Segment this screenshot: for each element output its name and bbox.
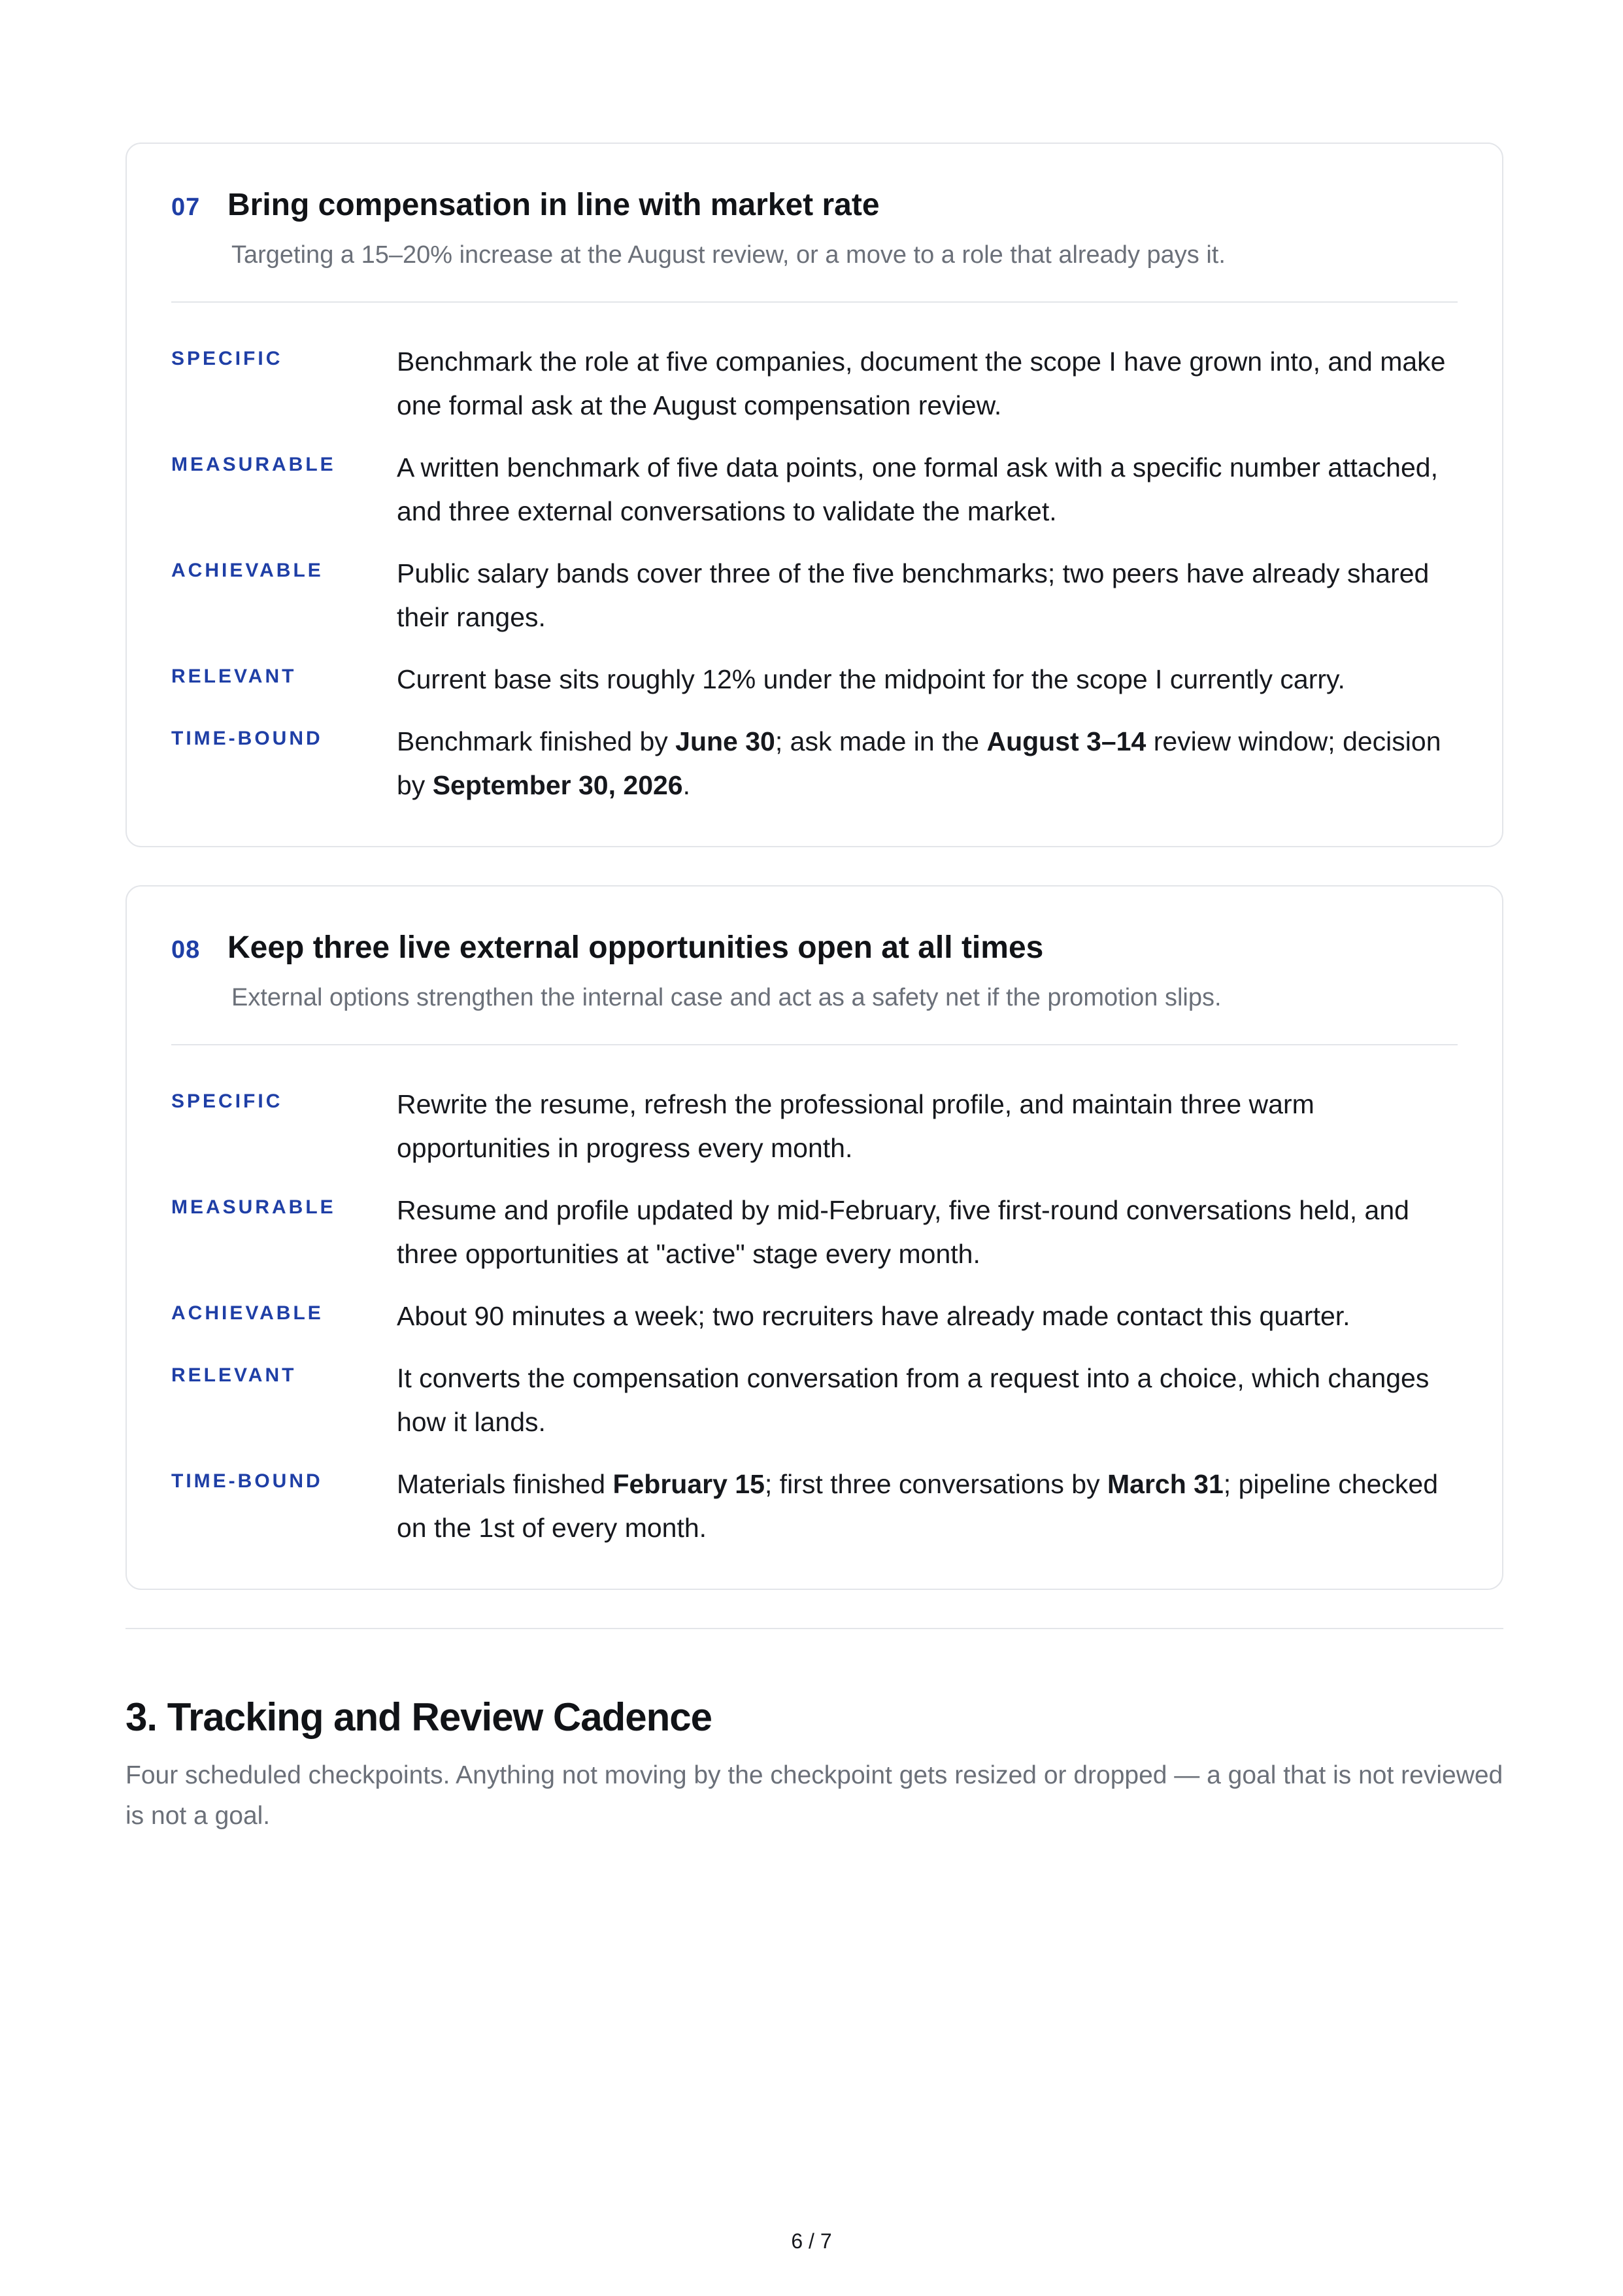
text-run: It converts the compensation conversation from a request into a choice, which changes how it lands. <box>397 1363 1430 1437</box>
emphasized-date: June 30 <box>675 726 775 756</box>
text-run: Materials finished <box>397 1469 613 1499</box>
criteria-text <box>397 1294 1458 1338</box>
criteria-label: TIME-BOUND <box>171 728 323 749</box>
goal-number: 07 <box>171 194 201 221</box>
text-run: A written benchmark of five data points, one formal ask with a specific number attached, and three external conversations to validate the market. <box>397 452 1438 526</box>
criteria-label: RELEVANT <box>171 1364 297 1386</box>
criteria-row-measurable <box>171 446 1458 533</box>
criteria-row-time-bound <box>171 1462 1458 1550</box>
section-divider <box>125 1628 1503 1629</box>
criteria-row-relevant <box>171 1357 1458 1444</box>
criteria-label: SPECIFIC <box>171 1090 283 1112</box>
text-run: Current base sits roughly 12% under the midpoint for the scope I currently carry. <box>397 664 1345 694</box>
criteria-label: ACHIEVABLE <box>171 560 324 581</box>
criteria-text <box>397 552 1458 639</box>
text-run: ; pipeline checked on the 1st of every month. <box>397 1469 1439 1543</box>
goal-card <box>125 143 1503 847</box>
criteria-text <box>397 340 1458 428</box>
criteria-label: MEASURABLE <box>171 454 336 475</box>
criteria-text <box>397 1357 1458 1444</box>
criteria-label: SPECIFIC <box>171 348 283 369</box>
goal-title: Bring compensation in line with market rate <box>227 188 880 222</box>
criteria-text <box>397 1189 1458 1276</box>
text-run: ; first three conversations by <box>764 1469 1108 1499</box>
criteria-row-measurable <box>171 1189 1458 1276</box>
criteria-label: TIME-BOUND <box>171 1470 323 1492</box>
emphasized-date: March 31 <box>1107 1469 1224 1499</box>
goal-card <box>125 885 1503 1590</box>
goal-subtitle: External options strengthen the internal case and act as a safety net if the promotion slips. <box>231 984 1222 1011</box>
smart-criteria-list <box>171 1083 1458 1568</box>
criteria-row-relevant <box>171 658 1458 701</box>
smart-criteria-list <box>171 340 1458 826</box>
criteria-row-time-bound <box>171 720 1458 807</box>
text-run: ; ask made in the <box>775 726 987 756</box>
criteria-text <box>397 720 1458 807</box>
text-run: Rewrite the resume, refresh the professional profile, and maintain three warm opportunities in progress every month. <box>397 1089 1314 1163</box>
text-run: Benchmark finished by <box>397 726 676 756</box>
text-run: . <box>682 770 691 800</box>
criteria-label: RELEVANT <box>171 666 297 687</box>
emphasized-date: August 3–14 <box>986 726 1146 756</box>
criteria-text <box>397 446 1458 533</box>
section-heading: 3. Tracking and Review Cadence <box>125 1695 712 1739</box>
emphasized-date: September 30, 2026 <box>432 770 683 800</box>
criteria-row-achievable <box>171 552 1458 639</box>
text-run: Resume and profile updated by mid-February, five first-round conversations held, and three opportunities at "active" stage every month. <box>397 1195 1409 1269</box>
section-description: Four scheduled checkpoints. Anything not moving by the checkpoint gets resized or dropped — a goal that is not reviewed is not a goal. <box>125 1761 1503 1830</box>
criteria-row-specific <box>171 340 1458 428</box>
text-run: Benchmark the role at five companies, document the scope I have grown into, and make one formal ask at the August compensation review. <box>397 346 1446 420</box>
text-run: review window; decision by <box>397 726 1441 800</box>
goal-title: Keep three live external opportunities open at all times <box>227 930 1044 965</box>
page-indicator: 6 / 7 <box>791 2229 832 2253</box>
criteria-label: ACHIEVABLE <box>171 1302 324 1324</box>
criteria-text <box>397 658 1458 701</box>
criteria-row-specific <box>171 1083 1458 1170</box>
text-run: Public salary bands cover three of the five benchmarks; two peers have already shared their ranges. <box>397 558 1430 632</box>
criteria-text <box>397 1083 1458 1170</box>
goal-divider <box>171 1044 1458 1045</box>
goal-subtitle: Targeting a 15–20% increase at the August review, or a move to a role that already pays it. <box>231 241 1226 269</box>
emphasized-date: February 15 <box>612 1469 765 1499</box>
goal-divider <box>171 301 1458 303</box>
goal-number: 08 <box>171 936 201 964</box>
criteria-text <box>397 1462 1458 1550</box>
criteria-row-achievable <box>171 1294 1458 1338</box>
criteria-label: MEASURABLE <box>171 1196 336 1218</box>
text-run: About 90 minutes a week; two recruiters have already made contact this quarter. <box>397 1301 1350 1331</box>
